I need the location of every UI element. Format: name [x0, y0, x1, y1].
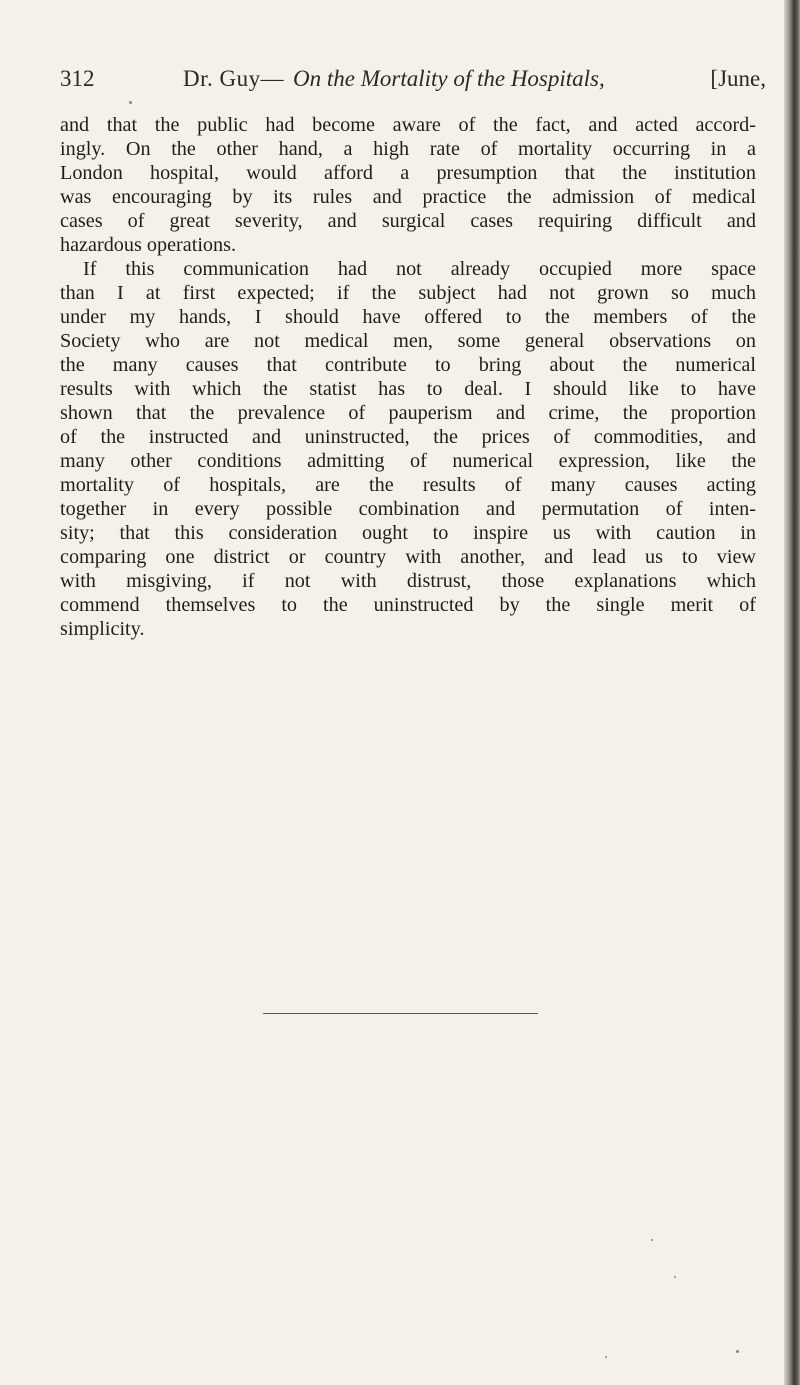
- text-line: under my hands, I should have offered to the members of the: [60, 306, 756, 328]
- text-line: simplicity.: [60, 618, 145, 640]
- text-line: than I at first expected; if the subject had not grown so much: [60, 282, 756, 304]
- text-line: shown that the prevalence of pauperism and crime, the proportion: [60, 402, 756, 424]
- paper-speck: [736, 1350, 739, 1353]
- text-line: London hospital, would afford a presumption that the institution: [60, 162, 756, 184]
- paper-speck: [605, 1356, 607, 1358]
- text-line: Society who are not medical men, some general observations on: [60, 330, 756, 352]
- text-line: results with which the statist has to deal. I should like to have: [60, 378, 756, 400]
- text-line: and that the public had become aware of the fact, and acted accord-: [60, 114, 756, 136]
- paragraph-1: [60, 113, 756, 257]
- header-author: Dr. Guy—: [183, 66, 285, 91]
- text-line: with misgiving, if not with distrust, those explanations which: [60, 570, 756, 592]
- section-end-rule: [263, 1013, 538, 1014]
- text-line: mortality of hospitals, are the results of many causes acting: [60, 474, 756, 496]
- text-line: cases of great severity, and surgical cases requiring difficult and: [60, 210, 756, 232]
- body-text: [60, 113, 756, 641]
- paper-speck: [674, 1276, 676, 1278]
- text-line: the many causes that contribute to bring about the numerical: [60, 354, 756, 376]
- header-date: [June,: [710, 66, 766, 91]
- text-line: comparing one district or country with another, and lead us to view: [60, 546, 756, 568]
- text-line: commend themselves to the uninstructed by the single merit of: [60, 594, 756, 616]
- running-head: [60, 62, 766, 96]
- text-line: sity; that this consideration ought to inspire us with caution in: [60, 522, 756, 544]
- paragraph-2: [60, 257, 756, 641]
- page-number: 312: [60, 66, 95, 91]
- text-line: together in every possible combination and permutation of inten-: [60, 498, 756, 520]
- paper-speck: [129, 101, 132, 104]
- paper-speck: [651, 1239, 653, 1241]
- text-line: ingly. On the other hand, a high rate of mortality occurring in a: [60, 138, 756, 160]
- text-line: If this communication had not already occupied more space: [83, 258, 756, 280]
- text-line: hazardous operations.: [60, 234, 237, 256]
- text-line: many other conditions admitting of numerical expression, like the: [60, 450, 756, 472]
- page-edge-binding: [784, 0, 800, 1385]
- header-title: On the Mortality of the Hospitals,: [293, 66, 605, 91]
- text-line: of the instructed and uninstructed, the prices of commodities, and: [60, 426, 756, 448]
- text-line: was encouraging by its rules and practice the admission of medical: [60, 186, 756, 208]
